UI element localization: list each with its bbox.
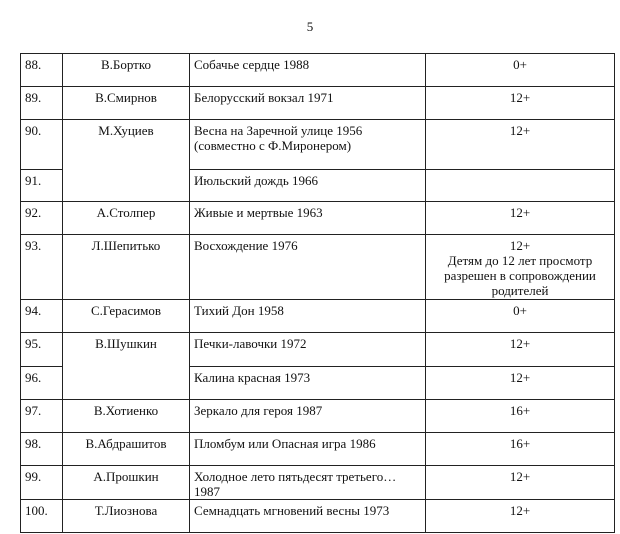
row-number: 89. [21, 87, 63, 120]
film-title: Восхождение 1976 [190, 235, 426, 300]
row-number: 97. [21, 400, 63, 433]
age-rating-cell [426, 235, 615, 300]
table-row [21, 300, 615, 333]
director-name: А.Прошкин [63, 466, 190, 500]
age-rating: 12+ [426, 500, 615, 533]
age-rating: 12+ [426, 466, 615, 500]
row-number: 90. [21, 120, 63, 170]
film-title: Белорусский вокзал 1971 [190, 87, 426, 120]
table-row [21, 433, 615, 466]
table-row [21, 466, 615, 500]
director-name: А.Столпер [63, 202, 190, 235]
table-row [21, 120, 615, 170]
director-name: В.Хотиенко [63, 400, 190, 433]
table-row [21, 500, 615, 533]
film-title: Семнадцать мгновений весны 1973 [190, 500, 426, 533]
film-title: Холодное лето пятьдесят третьего…1987 [190, 466, 426, 500]
film-title: Собачье сердце 1988 [190, 54, 426, 87]
row-number: 93. [21, 235, 63, 300]
row-number: 100. [21, 500, 63, 533]
director-name: В.Абдрашитов [63, 433, 190, 466]
director-name: В.Смирнов [63, 87, 190, 120]
table-row [21, 202, 615, 235]
row-number: 98. [21, 433, 63, 466]
table-row [21, 235, 615, 300]
age-rating-note: Детям до 12 лет просмотр разрешен в сопровождении родителей [444, 253, 596, 298]
row-number: 91. [21, 170, 63, 202]
director-name: В.Бортко [63, 54, 190, 87]
film-title: Живые и мертвые 1963 [190, 202, 426, 235]
age-rating: 0+ [426, 54, 615, 87]
page-number: 5 [306, 19, 314, 34]
table-row [21, 87, 615, 120]
age-rating: 12+ [426, 87, 615, 120]
age-rating: 0+ [426, 300, 615, 333]
row-number: 88. [21, 54, 63, 87]
table-row [21, 54, 615, 87]
director-name: Т.Лиознова [63, 500, 190, 533]
table-row [21, 333, 615, 367]
age-rating [426, 170, 615, 202]
table-row [21, 400, 615, 433]
row-number: 92. [21, 202, 63, 235]
age-rating: 12+ [426, 202, 615, 235]
director-name: В.Шушкин [63, 333, 190, 400]
age-rating: 16+ [426, 400, 615, 433]
age-rating: 12+ [426, 120, 615, 170]
age-rating: 12+ [509, 238, 531, 253]
age-rating: 16+ [426, 433, 615, 466]
age-rating: 12+ [426, 333, 615, 367]
film-title: Тихий Дон 1958 [190, 300, 426, 333]
age-rating: 12+ [426, 367, 615, 400]
director-name: Л.Шепитько [63, 235, 190, 300]
row-number: 96. [21, 367, 63, 400]
film-list-table [20, 53, 615, 533]
row-number: 94. [21, 300, 63, 333]
film-title: Весна на Заречной улице 1956 (совместно с Ф.Миронером) [190, 120, 426, 170]
row-number: 95. [21, 333, 63, 367]
row-number: 99. [21, 466, 63, 500]
film-title: Печки-лавочки 1972 [190, 333, 426, 367]
film-title: Калина красная 1973 [190, 367, 426, 400]
director-name: С.Герасимов [63, 300, 190, 333]
film-title: Июльский дождь 1966 [190, 170, 426, 202]
film-title: Зеркало для героя 1987 [190, 400, 426, 433]
director-name: М.Хуциев [63, 120, 190, 202]
film-title: Пломбум или Опасная игра 1986 [190, 433, 426, 466]
